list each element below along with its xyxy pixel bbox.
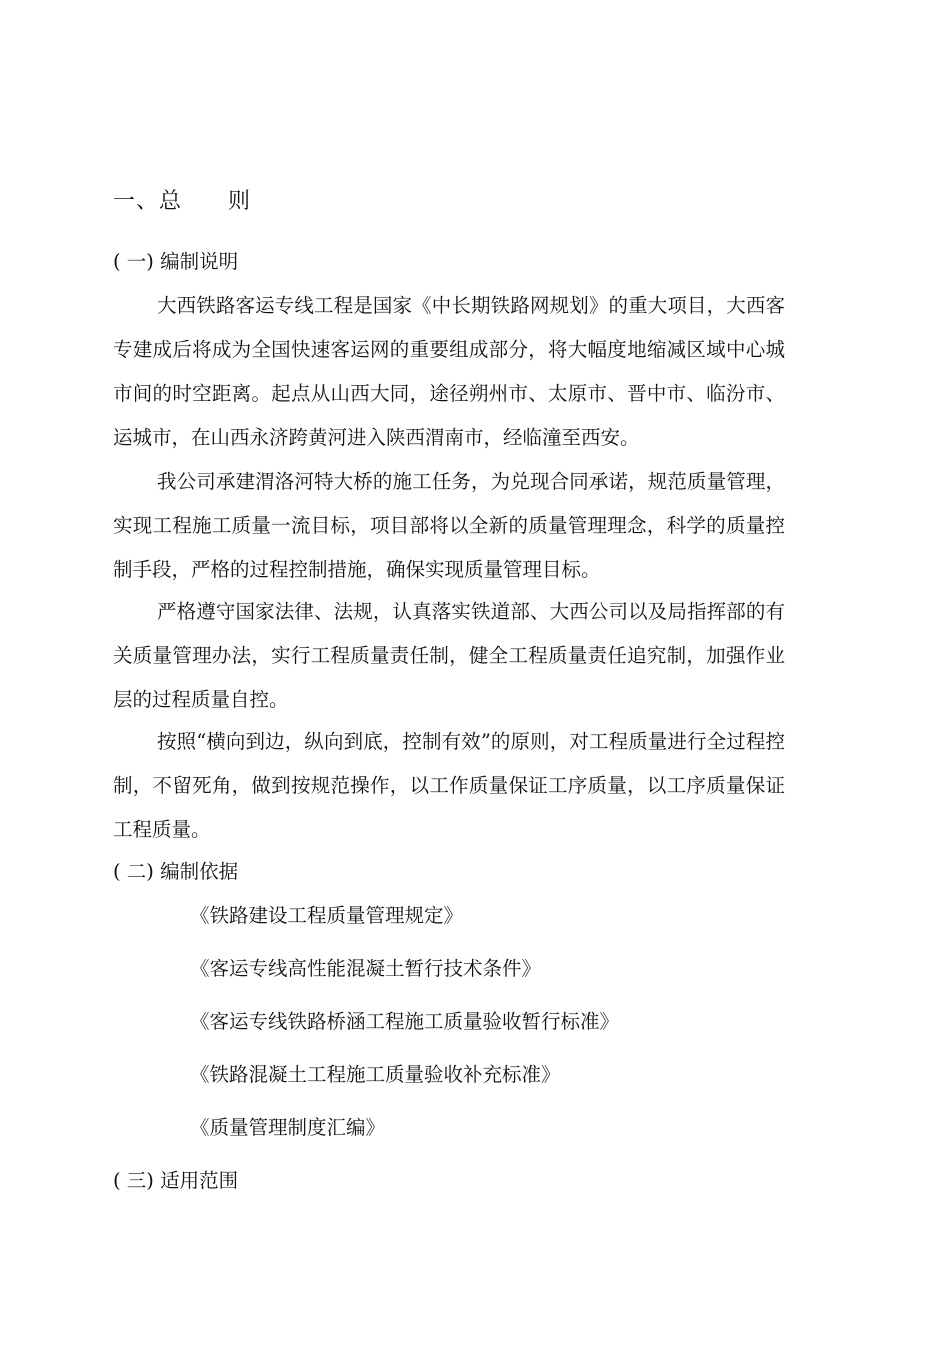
paragraph-2: 我公司承建渭洛河特大桥的施工任务，为兑现合同承诺，规范质量管理，实现工程施工质量一流目标，项目部将以全新的质量管理理念，科学的质量控制手段，严格的过程控制措施，确保实现质量管理目标。 bbox=[113, 470, 785, 581]
subsection-title-2: ( 二) 编制依据 bbox=[113, 860, 239, 883]
reference-item: 《客运专线铁路桥涵工程施工质量验收暂行标准》 bbox=[190, 1010, 620, 1033]
subsection-title-1: ( 一) 编制说明 bbox=[113, 250, 239, 273]
reference-item: 《客运专线高性能混凝土暂行技术条件》 bbox=[190, 957, 542, 980]
paragraph-3: 严格遵守国家法律、法规，认真落实铁道部、大西公司以及局指挥部的有关质量管理办法，实行工程质量责任制，健全工程质量责任追究制，加强作业层的过程质量自控。 bbox=[113, 600, 785, 711]
reference-item: 《铁路混凝土工程施工质量验收补充标准》 bbox=[190, 1063, 561, 1086]
section-title: 一、总 则 bbox=[113, 189, 252, 214]
paragraph-1: 大西铁路客运专线工程是国家《中长期铁路网规划》的重大项目，大西客专建成后将成为全国快速客运网的重要组成部分，将大幅度地缩减区域中心城市间的时空距离。起点从山西大同，途径朔州市、太原市、晋中市、临汾市、运城市，在山西永济跨黄河进入陕西渭南市，经临潼至西安。 bbox=[113, 294, 785, 449]
subsection-title-3: ( 三) 适用范围 bbox=[113, 1169, 239, 1192]
reference-item: 《质量管理制度汇编》 bbox=[190, 1116, 386, 1139]
reference-item: 《铁路建设工程质量管理规定》 bbox=[190, 904, 464, 927]
paragraph-4: 按照“横向到边，纵向到底，控制有效”的原则，对工程质量进行全过程控制，不留死角，做到按规范操作，以工作质量保证工序质量，以工序质量保证工程质量。 bbox=[113, 730, 785, 841]
